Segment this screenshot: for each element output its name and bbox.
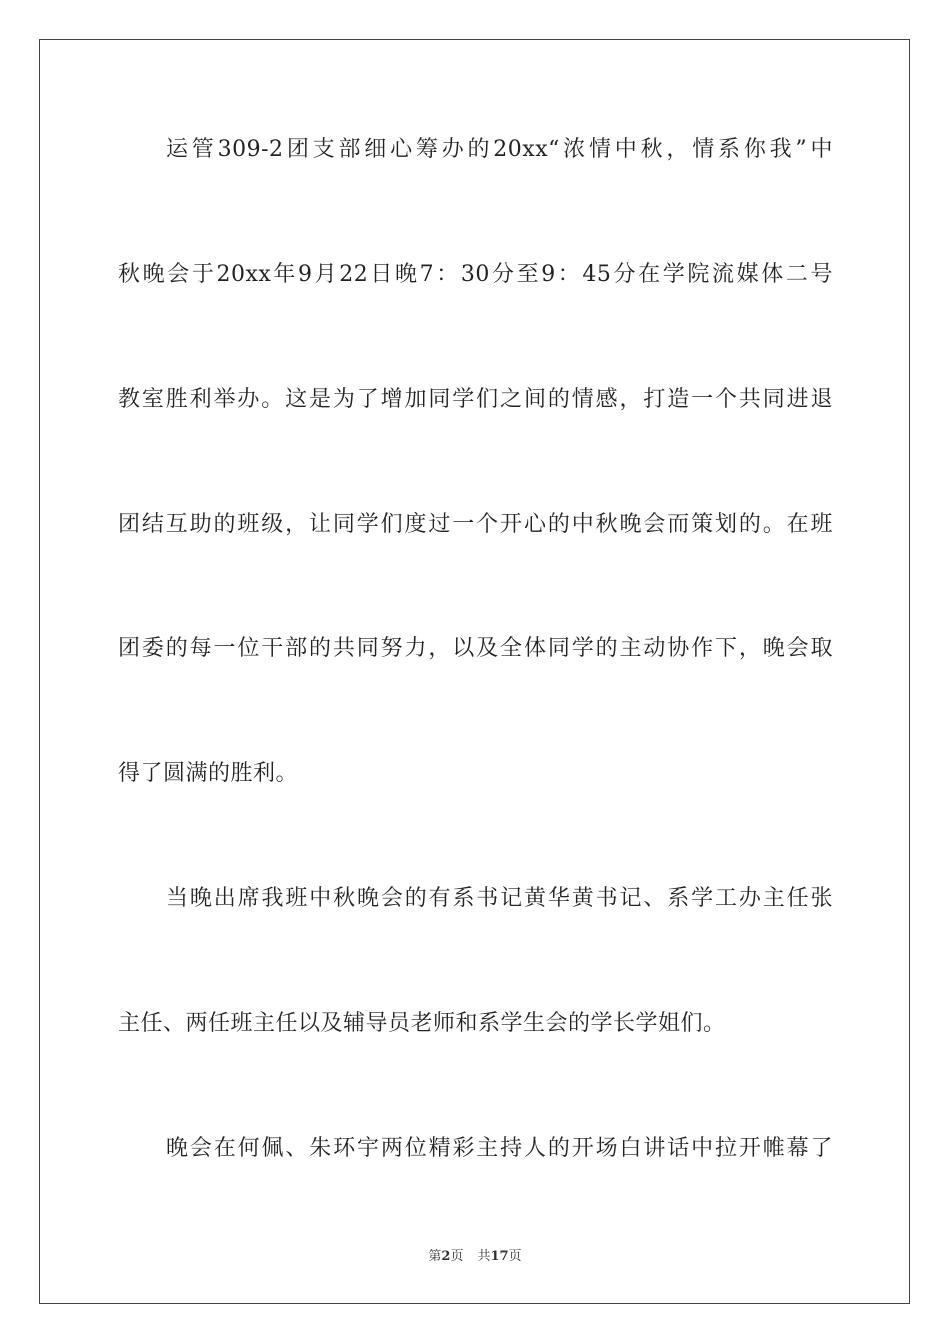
paragraph-line: 晚会在何佩、朱环宇两位精彩主持人的开场白讲话中拉开帷幕了 [166,1136,833,1161]
page-frame [39,39,910,1304]
page-suffix: 页 [450,1249,464,1264]
paragraph-line: 当晚出席我班中秋晚会的有系书记黄华黄书记、系学工办主任张 [166,886,833,911]
paragraph-line: 团委的每一位干部的共同努力，以及全体同学的主动协作下，晚会取 [118,636,833,661]
paragraph-line: 主任、两任班主任以及辅导员老师和系学生会的学长学姐们。 [118,1011,726,1036]
page-number: 2 [441,1249,451,1264]
total-prefix: 共 [477,1249,491,1264]
paragraph-line: 得了圆满的胜利。 [118,761,299,786]
paragraph-line: 秋晚会于20xx年9月22日晚7：30分至9：45分在学院流媒体二号 [118,262,833,287]
paragraph-line: 运管309-2团支部细心筹办的20xx“浓情中秋，情系你我”中 [166,137,833,162]
paragraph-line: 团结互助的班级，让同学们度过一个开心的中秋晚会而策划的。在班 [118,512,833,537]
total-pages: 17 [490,1249,509,1264]
page-footer [0,1248,950,1266]
total-suffix: 页 [508,1249,522,1264]
page-prefix: 第 [428,1249,442,1264]
paragraph-line: 教室胜利举办。这是为了增加同学们之间的情感，打造一个共同进退 [118,387,833,412]
